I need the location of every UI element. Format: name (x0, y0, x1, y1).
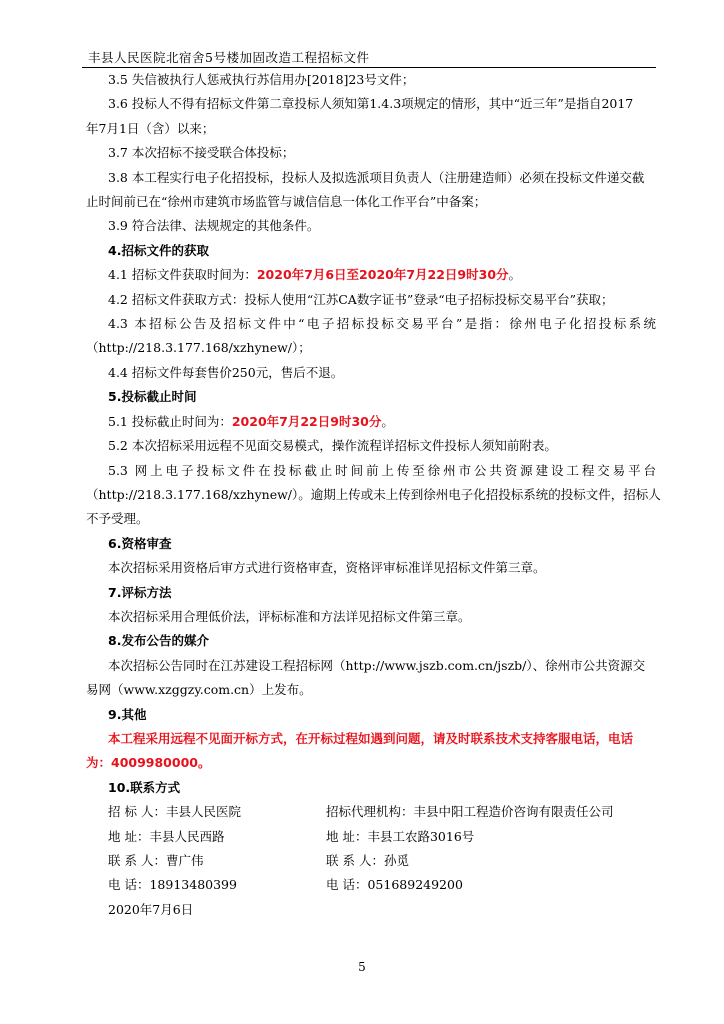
section-heading-6: 6.资格审查 (108, 535, 172, 551)
item-5-2: 5.2 本次招标采用远程不见面交易模式，操作流程详招标文件投标人须知前附表。 (108, 438, 557, 454)
item-5-3-line-3: 不予受理。 (86, 511, 149, 527)
section-8-line-1: 本次招标公告同时在江苏建设工程招标网（http://www.jszb.com.cn/jszb/）、徐州市公共资源交 (108, 657, 646, 673)
section-heading-8: 8.发布公告的媒介 (108, 633, 209, 649)
section-8-line-2: 易网（www.xzggzy.com.cn）上发布。 (86, 682, 312, 698)
document-date: 2020年7月6日 (108, 901, 194, 917)
item-3-6-line-2: 年7月1日（含）以来； (86, 120, 215, 136)
item-4-3-line-2: （http://218.3.177.168/xzhynew/）； (86, 340, 311, 356)
section-9-line-2: 为：4009980000。 (86, 755, 211, 771)
page-number: 5 (358, 960, 366, 974)
document-body (86, 68, 661, 922)
item-4-1 (86, 263, 656, 287)
item-4-1-period: 2020年7月6日至2020年7月22日9时30分 (256, 267, 509, 283)
contact-right: 联 系 人：孙觅 (326, 853, 409, 868)
contact-right: 电 话：05168924920​0 (326, 877, 463, 893)
section-heading-5: 5.投标截止时间 (108, 389, 197, 405)
contact-left: 联 系 人：曹广伟 (108, 853, 204, 868)
section-heading-4: 4.招标文件的获取 (108, 242, 209, 258)
contact-left: 地 址：丰县人民西路 (108, 828, 225, 844)
item-5-3-line-1: 5.3 网上电子投标文件在投标截止时间前上传至徐州市公共资源建设工程交易平台 (108, 462, 656, 478)
item-5-1-deadline: 2020年7月22日9时30分 (231, 413, 382, 429)
section-heading-9: 9.其他 (108, 706, 147, 722)
contact-row (86, 800, 656, 824)
item-4-3-line-1: 4.3 本招标公告及招标文件中“电子招标投标交易平台”是指：徐州电子化招投标系统 (108, 316, 656, 332)
item-3-6-line-1: 3.6 投标人不得有招标文件第二章投标人须知第1.4.3项规定的情形，其中“近三年”是指自2017 (108, 96, 634, 112)
item-5-1-end: 。 (381, 413, 394, 429)
section-heading-10: 10.联系方式 (108, 779, 181, 795)
section-6-text: 本次招标采用资格后审方式进行资格审查，资格评审标准详见招标文件第三章。 (108, 560, 546, 576)
item-5-1-label: 5.1 投标截止时间为： (108, 413, 232, 429)
section-7-text: 本次招标采用合理低价法，评标标准和方法详见招标文件第三章。 (108, 608, 471, 624)
section-9-line-1: 本工程采用远程不见面开标方式，在开标过程如遇到问题，请及时联系技术支持客服电话，电话 (108, 730, 634, 746)
contact-left: 电 话：18913480399 (108, 877, 237, 893)
item-3-5: 3.5 失信被执行人惩戒执行苏信用办[2018]23号文件； (108, 72, 415, 87)
item-5-1 (86, 410, 656, 434)
item-3-7: 3.7 本次招标不接受联合体投标； (108, 145, 295, 161)
item-5-3-line-2: （http://218.3.177.168/xzhynew/）。逾期上传或未上传到徐州电子化招投标系统的投标文件，招标人 (86, 486, 661, 502)
contact-right: 招标代理机构：丰县中阳工程造价咨询有限责任公司 (326, 804, 614, 820)
item-4-1-label: 4.1 招标文件获取时间为： (108, 267, 257, 283)
item-3-8-line-1: 3.8 本工程实行电子化招投标，投标人及拟选派项目负责人（注册建造师）必须在投标文件递交截 (108, 169, 645, 185)
contact-right: 地 址：丰县工农路3016号 (326, 828, 475, 844)
item-4-4: 4.4 招标文件每套售价250元，售后不退。 (108, 364, 344, 380)
contact-row (86, 825, 656, 849)
item-3-8-line-2: 止时间前已在“徐州市建筑市场监管与诚信信息一体化工作平台”中备案； (86, 194, 487, 210)
item-4-2: 4.2 招标文件获取方式：投标人使用“江苏CA数字证书”登录“电子招标投标交易平台”获取； (108, 291, 614, 307)
contact-row (86, 849, 656, 873)
item-3-9: 3.9 符合法律、法规规定的其他条件。 (108, 218, 320, 234)
item-4-1-end: 。 (508, 267, 522, 283)
section-heading-7: 7.评标方法 (108, 584, 172, 600)
contact-left: 招 标 人：丰县人民医院 (108, 804, 241, 820)
document-header: 丰县人民医院北宿舍5号楼加固改造工程招标文件 (88, 50, 370, 65)
contact-row (86, 873, 656, 897)
